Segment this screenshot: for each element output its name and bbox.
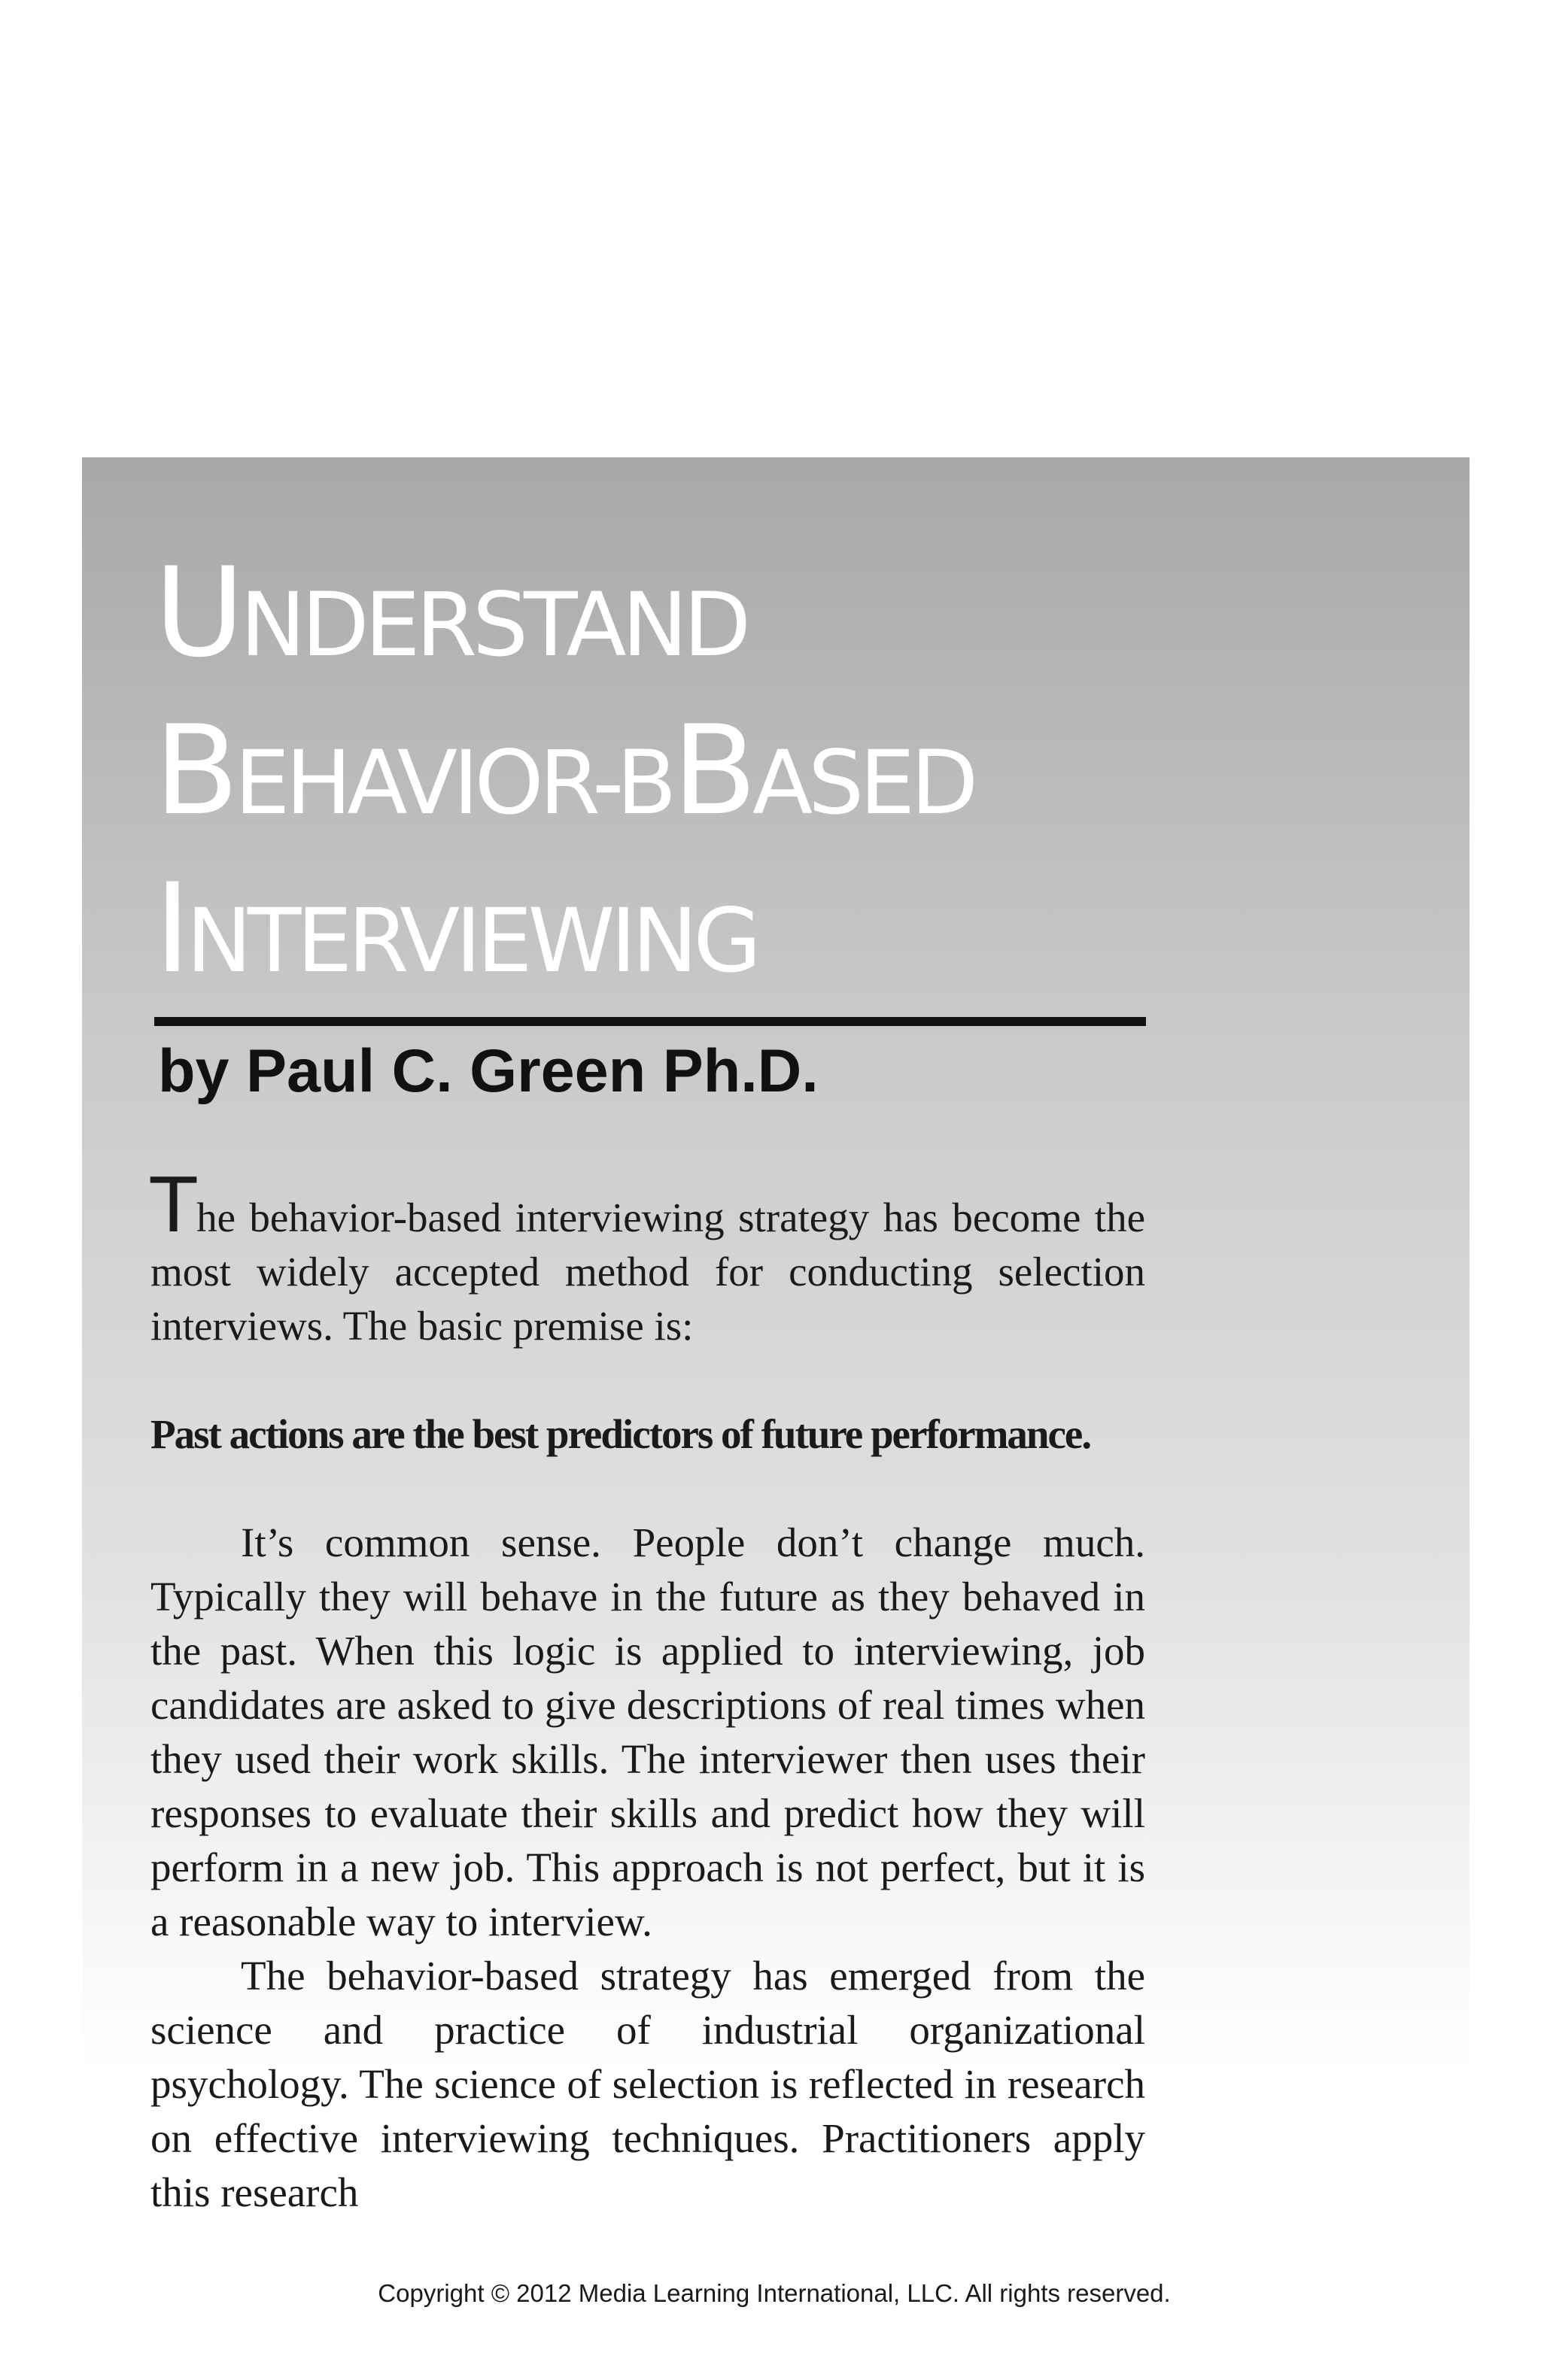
title-line-2-initial: B bbox=[154, 699, 235, 842]
page-title bbox=[154, 540, 974, 1014]
title-line-2-text: EHAVIOR-B bbox=[234, 731, 673, 834]
title-line-3 bbox=[154, 856, 974, 1014]
copyright-notice: Copyright © 2012 Media Learning International, LLC. All rights reserved. bbox=[378, 2279, 1171, 2307]
title-line-1-initial: U bbox=[154, 541, 241, 685]
intro-paragraph bbox=[150, 1161, 1145, 1353]
premise-statement: Past actions are the best predictors of future performance. bbox=[150, 1411, 1091, 1457]
author-byline: by Paul C. Green Ph.D. bbox=[158, 1037, 819, 1105]
title-line-3-initial: I bbox=[154, 857, 187, 1000]
title-line-2-tail: ASED bbox=[752, 731, 974, 834]
article-body bbox=[150, 1161, 1145, 2220]
title-divider-rule bbox=[154, 1017, 1146, 1026]
title-line-1 bbox=[154, 540, 974, 698]
title-line-1-text: NDERSTAND bbox=[240, 573, 747, 676]
body-paragraph-1: It’s common sense. People don’t change much. Typically they will behave in the future as they behaved in the past. When this logic is applied to interviewing, job candidates are asked to give descriptions of real times when they used their work skills. The interviewer then uses their responses to evaluate their skills and predict how they will perform in a new job. This approach is not perfect, but it is a reasonable way to interview. bbox=[150, 1519, 1145, 1944]
title-line-3-text: NTERVIEWING bbox=[186, 889, 758, 992]
title-line-2 bbox=[154, 698, 974, 856]
intro-text: he behavior-based interviewing strategy has become the most widely accepted method for conducting selection interviews. The basic premise is: bbox=[150, 1195, 1145, 1349]
body-paragraph-2: The behavior-based strategy has emerged from the science and practice of industrial organizational psychology. The science of selection is reflected in research on effective interviewing techniques. Practitioners apply this research bbox=[150, 1953, 1145, 2215]
intro-dropcap: T bbox=[150, 1161, 197, 1249]
title-line-2-second-initial: B bbox=[672, 699, 752, 842]
